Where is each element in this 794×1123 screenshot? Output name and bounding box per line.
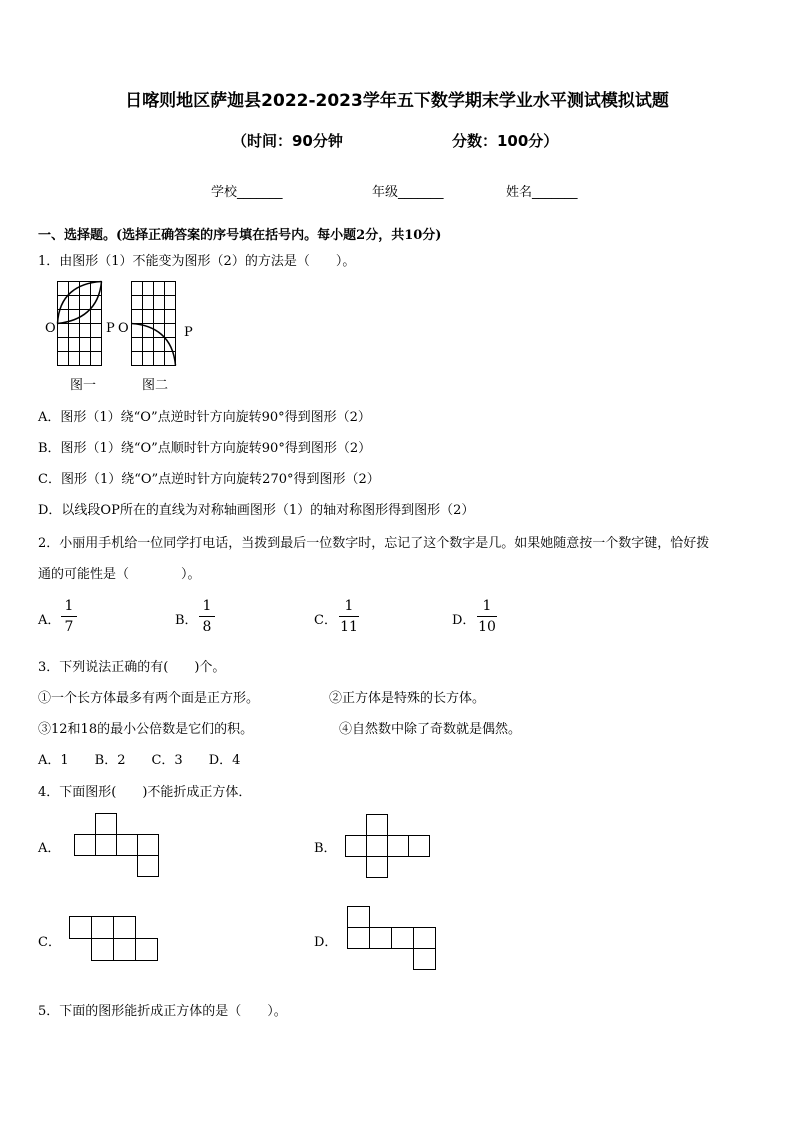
denominator: 10 [478,619,496,635]
numerator: 1 [202,598,212,614]
q1-fig1-caption: 图一 [70,378,97,393]
exam-time: （时间：90分钟 [232,132,343,150]
page-title: 日喀则地区萨迦县2022-2023学年五下数学期末学业水平测试模拟试题 [125,91,669,111]
numerator: 1 [344,598,354,614]
q3-stem: 3．下列说法正确的有( )个。 [38,660,226,675]
denominator: 7 [64,619,74,635]
q3-statement-1: ①一个长方体最多有两个面是正方形。 [38,691,260,706]
q3-statement-2: ②正方体是特殊的长方体。 [329,691,486,706]
q4-option-b-label: B． [314,841,337,856]
q2-option-c-fraction [338,598,360,635]
q2-option-b-label: B． [175,613,198,628]
q1-figure-1 [57,281,105,369]
q4-option-c-label: C． [38,935,61,950]
q2-option-c-label: C． [314,613,337,628]
q3-statement-4: ④自然数中除了奇数就是偶然。 [339,722,522,737]
numerator: 1 [482,598,492,614]
exam-score: 分数：100分） [452,132,559,150]
q1-option-c: C．图形（1）绕“O”点逆时针方向旋转270°得到图形（2） [38,472,380,487]
q1-stem: 1．由图形（1）不能变为图形（2）的方法是（ ）。 [38,254,356,269]
q2-option-a-fraction [60,598,78,635]
q4-option-d-label: D． [314,935,338,950]
q4-stem: 4．下面图形( )不能折成正方体． [38,785,252,800]
q1-option-a: A．图形（1）绕“O”点逆时针方向旋转90°得到图形（2） [38,410,371,425]
school-field: 学校_______ [211,185,283,200]
q1-fig2-caption: 图二 [142,378,169,393]
q4-option-b-net [345,814,433,880]
q1-fig1-label-o: O [45,321,56,336]
q1-fig2-label-p: P [184,325,193,340]
q3-options: A．1 B．2 C．3 D．4 [38,753,241,768]
numerator: 1 [64,598,74,614]
q2-option-a-label: A． [38,613,61,628]
q1-option-d: D．以线段OP所在的直线为对称轴画图形（1）的轴对称图形得到图形（2） [38,503,475,518]
q4-option-a-net [74,813,160,879]
q2-option-b-fraction [198,598,216,635]
denominator: 8 [202,619,212,635]
q4-option-c-net [69,916,159,964]
denominator: 11 [340,619,358,635]
q5-stem: 5．下面的图形能折成正方体的是（ ）。 [38,1004,287,1019]
q2-stem-line1: 2．小丽用手机给一位同学打电话，当拨到最后一位数字时，忘记了这个数字是几。如果她随意按一个数字键，恰好拨 [38,536,710,551]
q1-fig2-label-o: O [118,321,129,336]
q3-statement-3: ③12和18的最小公倍数是它们的积。 [38,722,254,737]
q1-fig1-label-p: P [106,321,115,336]
q2-option-d-fraction [476,598,498,635]
q2-option-d-label: D． [452,613,476,628]
name-field: 姓名_______ [506,185,578,200]
grade-field: 年级_______ [372,185,444,200]
q1-option-b: B．图形（1）绕“O”点顺时针方向旋转90°得到图形（2） [38,441,372,456]
q2-stem-line2: 通的可能性是（ ）。 [38,567,201,582]
q4-option-a-label: A． [38,841,61,856]
q1-figure-2 [131,281,179,369]
q4-option-d-net [347,906,437,972]
section-heading: 一、选择题。(选择正确答案的序号填在括号内。每小题2分，共10分) [38,228,442,243]
